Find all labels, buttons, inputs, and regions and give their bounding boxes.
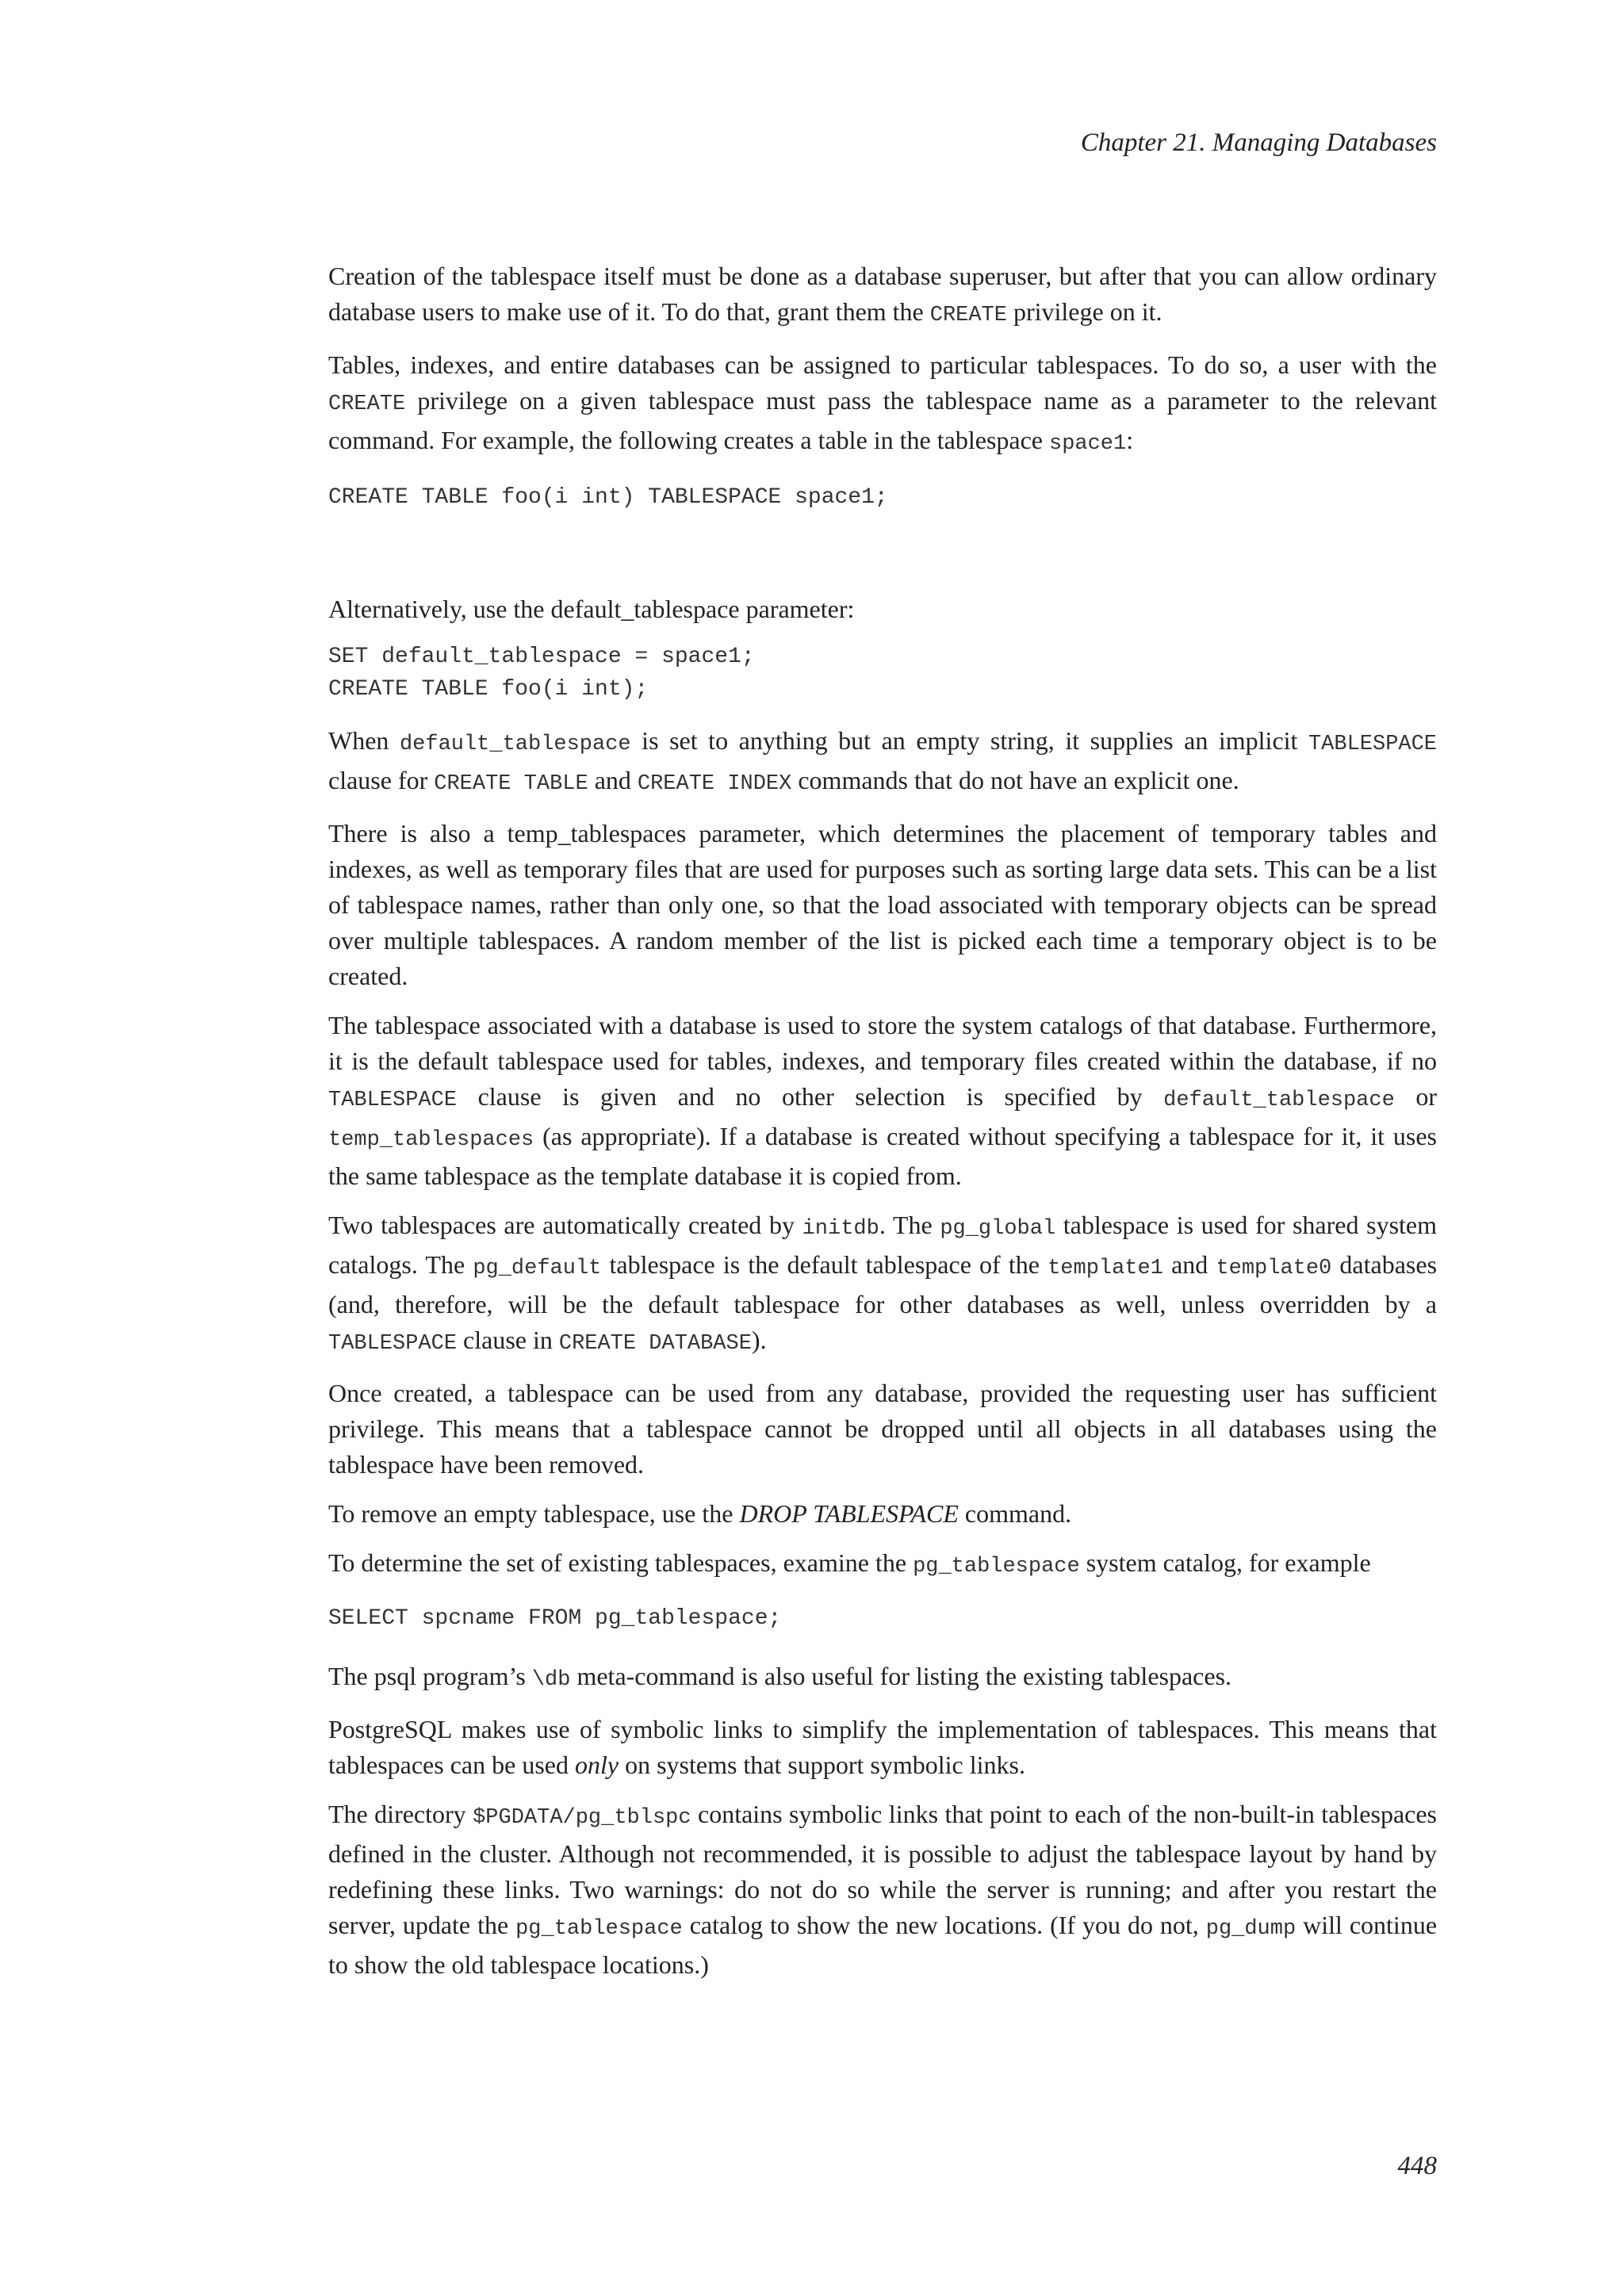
paragraph-alternatively: Alternatively, use the default_tablespace parameter:	[328, 595, 855, 623]
inline-code: CREATE TABLE	[434, 772, 588, 796]
paragraph-pg-tblspc	[328, 1797, 1437, 1983]
text: Two tablespaces are automatically created by	[328, 1211, 802, 1239]
inline-code: template1	[1048, 1257, 1163, 1280]
text: contains symbolic links that point to each of the non-built-in tablespaces defined in the cluster. Although not recommended, it is possible to adjust the tablespace layout by hand by redefining these links. Two warnings: do not do so while the server is running; and after you restart the server, update the	[328, 1800, 1438, 1939]
inline-code: CREATE	[328, 392, 406, 416]
text: databases (and, therefore, will be the default tablespace for other databases as well, unless overridden by a	[328, 1250, 1438, 1318]
inline-code: initdb	[802, 1217, 879, 1241]
text: The psql program’s	[328, 1662, 532, 1690]
text: clause in	[457, 1326, 559, 1354]
text: tablespace is used for shared system catalogs. The	[328, 1211, 1438, 1279]
text: privilege on a given tablespace must pass the tablespace name as a parameter to the relevant command. For example, the following creates a table in the tablespace	[328, 386, 1437, 454]
inline-code: CREATE	[929, 304, 1007, 327]
text: PostgreSQL makes use of symbolic links to simplify the implementation of tablespaces. This means that tablespaces can be used	[328, 1715, 1437, 1779]
inline-code: template0	[1216, 1257, 1332, 1280]
text: command.	[958, 1499, 1072, 1528]
text: and	[588, 766, 638, 794]
inline-code: TABLESPACE	[328, 1089, 458, 1112]
text: To determine the set of existing tablespaces, examine the	[328, 1548, 914, 1577]
paragraph-default-tablespace	[328, 723, 1437, 802]
page-number: 448	[1397, 2152, 1437, 2180]
text: on systems that support symbolic links.	[619, 1751, 1025, 1779]
text: To remove an empty tablespace, use the	[328, 1499, 740, 1528]
text: catalog to show the new locations. (If you do not,	[682, 1911, 1206, 1939]
inline-code: space1	[1049, 432, 1127, 456]
text: clause for	[328, 766, 435, 794]
inline-code: CREATE DATABASE	[558, 1332, 752, 1356]
inline-code: pg_dump	[1205, 1917, 1297, 1941]
inline-code: pg_tablespace	[913, 1555, 1080, 1578]
text: or	[1394, 1082, 1438, 1111]
text: commands that do not have an explicit one.	[791, 766, 1239, 794]
text: Creation of the tablespace itself must be done as a database superuser, but after that you can allow ordinary database users to make use of it. To do that, grant them the	[328, 262, 1437, 326]
inline-code: TABLESPACE	[328, 1332, 458, 1356]
text: is set to anything but an empty string, it supplies an implicit	[630, 726, 1308, 755]
code-block-select-spcname: SELECT spcname FROM pg_tablespace;	[328, 1606, 782, 1631]
text: system catalog, for example	[1079, 1548, 1371, 1577]
running-header: Chapter 21. Managing Databases	[1080, 128, 1437, 157]
paragraph-list-tablespaces	[328, 1545, 1437, 1585]
paragraph-once-created: Once created, a tablespace can be used from any database, provided the requesting user has sufficient privilege. This means that a tablespace cannot be dropped until all objects in all databases using the tablespace have been removed.	[328, 1379, 1437, 1479]
text: tablespace is the default tablespace of the	[601, 1250, 1048, 1279]
paragraph-psql-db	[328, 1659, 1437, 1698]
code-block-create-table: CREATE TABLE foo(i int) TABLESPACE space1;	[328, 485, 888, 510]
inline-code: default_tablespace	[1163, 1089, 1395, 1112]
text: privilege on it.	[1006, 297, 1162, 326]
text: . The	[879, 1211, 940, 1239]
paragraph-database-tablespace	[328, 1008, 1437, 1194]
paragraph-assign-tablespaces	[328, 347, 1437, 462]
text: ).	[751, 1326, 767, 1354]
inline-code: TABLESPACE	[1308, 733, 1438, 756]
command-name: DROP TABLESPACE	[739, 1499, 959, 1528]
text: and	[1162, 1250, 1216, 1279]
paragraph-superuser-creation	[328, 258, 1437, 334]
inline-code: $PGDATA/pg_tblspc	[473, 1806, 691, 1830]
paragraph-drop-tablespace	[328, 1496, 1437, 1532]
inline-code: CREATE INDEX	[637, 772, 792, 796]
inline-code: \db	[531, 1668, 571, 1692]
text: (as appropriate). If a database is created without specifying a tablespace for it, it uses the same tablespace as the template database it is copied from.	[328, 1122, 1437, 1190]
inline-code: pg_default	[473, 1257, 602, 1280]
inline-code: pg_tablespace	[515, 1917, 683, 1941]
emphasis: only	[574, 1751, 619, 1779]
text: When	[328, 726, 400, 755]
paragraph-initdb-tablespaces	[328, 1207, 1437, 1362]
text: meta-command is also useful for listing the existing tablespaces.	[570, 1662, 1232, 1690]
inline-code: pg_global	[940, 1217, 1056, 1241]
code-block-set-default: SET default_tablespace = space1; CREATE TABLE foo(i int);	[328, 645, 755, 702]
inline-code: temp_tablespaces	[328, 1128, 534, 1152]
text: clause is given and no other selection is specified by	[457, 1082, 1164, 1111]
text: The directory	[328, 1800, 473, 1828]
text: will continue to show the old tablespace locations.)	[328, 1911, 1438, 1979]
text: Tables, indexes, and entire databases can be assigned to particular tablespaces. To do so, a user with the	[328, 350, 1437, 379]
page-body	[328, 258, 1437, 1996]
paragraph-symbolic-links	[328, 1712, 1437, 1783]
text: The tablespace associated with a database is used to store the system catalogs of that database. Furthermore, it is the default tablespace used for tables, indexes, and temporary files created within the database, if no	[328, 1011, 1437, 1075]
inline-code: default_tablespace	[399, 733, 631, 756]
paragraph-temp-tablespaces: There is also a temp_tablespaces parameter, which determines the placement of temporary tables and indexes, as well as temporary files that are used for purposes such as sorting large data sets. This can be a list of tablespace names, rather than only one, so that the load associated with temporary objects can be spread over multiple tablespaces. A random member of the list is picked each time a temporary object is to be created.	[328, 819, 1437, 990]
text: :	[1126, 426, 1134, 454]
